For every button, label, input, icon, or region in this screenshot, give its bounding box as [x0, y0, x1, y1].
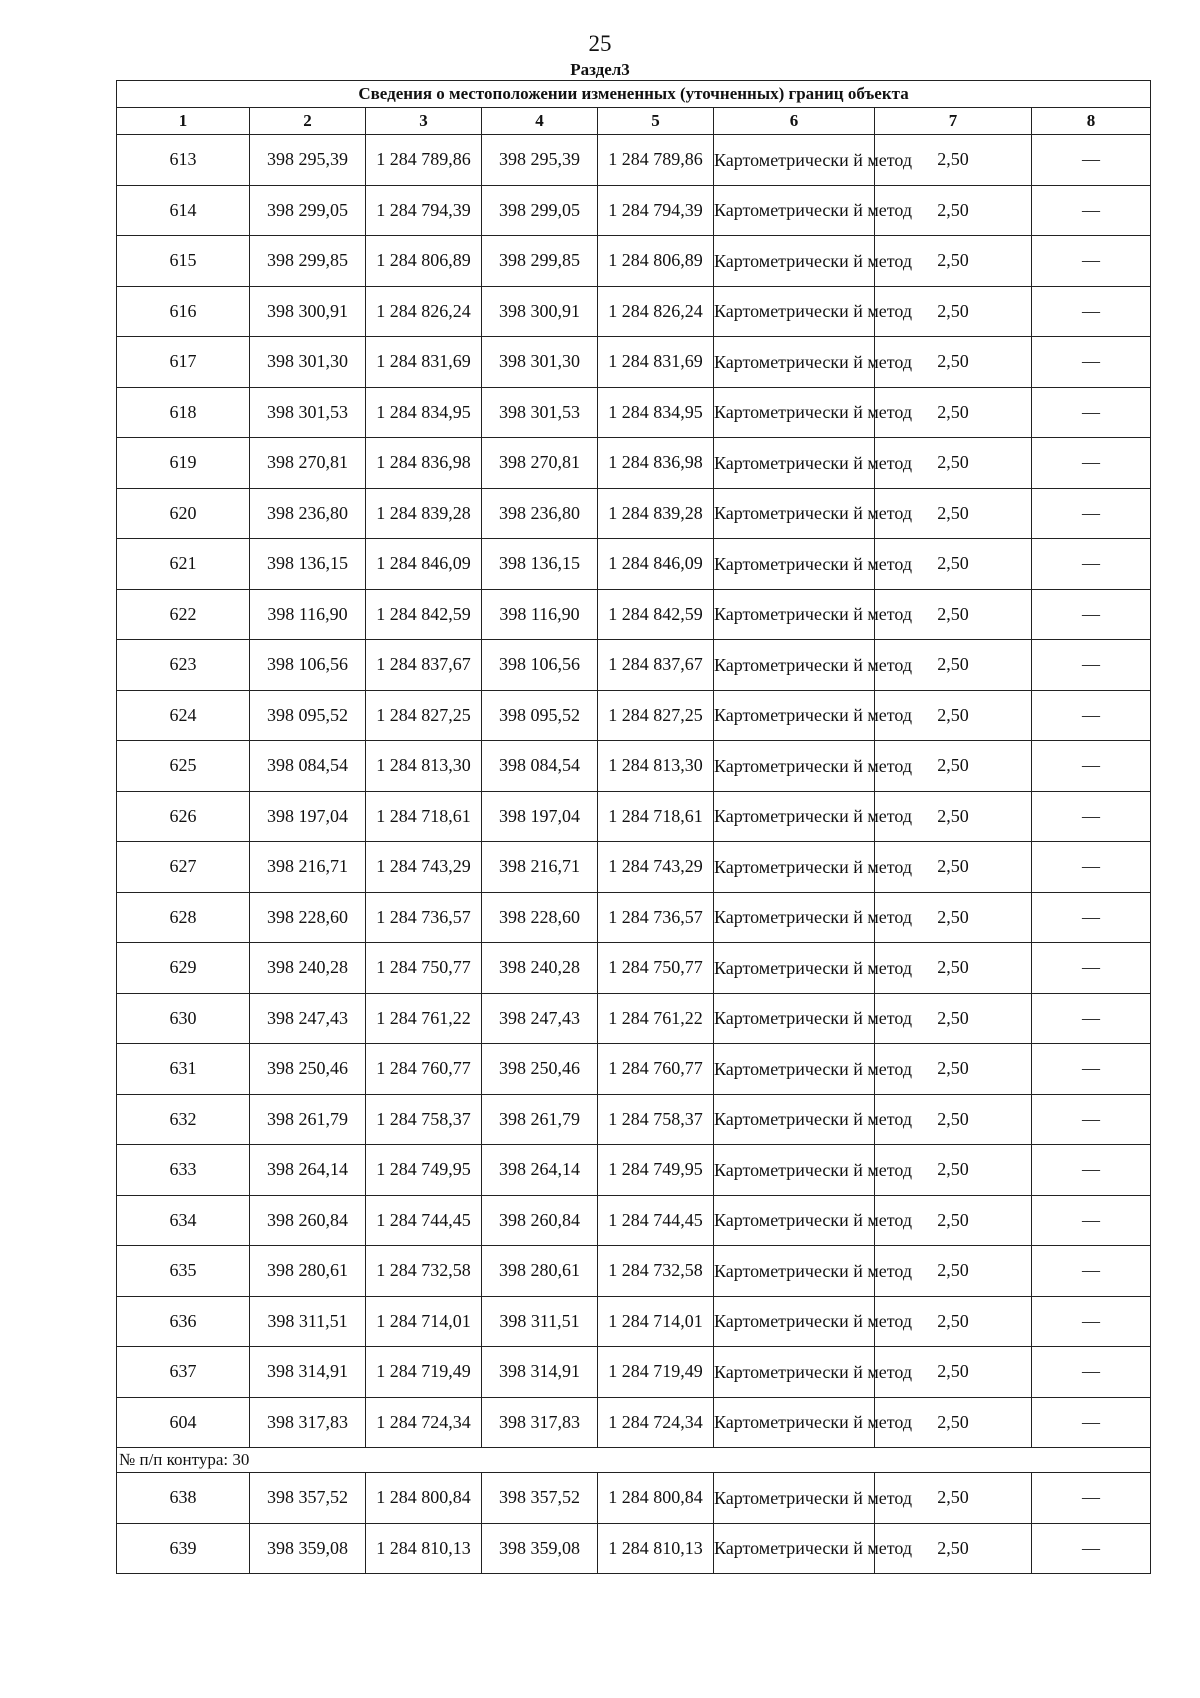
- y-new-cell: 1 284 743,29: [598, 842, 714, 893]
- point-number-cell: 636: [117, 1296, 250, 1347]
- point-number-cell: 623: [117, 640, 250, 691]
- point-number-cell: 620: [117, 488, 250, 539]
- column-number: 3: [366, 108, 482, 135]
- y-new-cell: 1 284 836,98: [598, 438, 714, 489]
- x-old-cell: 398 317,83: [250, 1397, 366, 1448]
- method-cell: Картометрически й метод: [714, 640, 875, 691]
- precision-cell: 2,50: [875, 185, 1032, 236]
- x-old-cell: 398 095,52: [250, 690, 366, 741]
- empty-cell: —: [1032, 1246, 1151, 1297]
- point-number-cell: 618: [117, 387, 250, 438]
- table-row: [117, 1473, 1151, 1524]
- y-old-cell: 1 284 750,77: [366, 943, 482, 994]
- y-old-cell: 1 284 810,13: [366, 1523, 482, 1574]
- method-cell: Картометрически й метод: [714, 337, 875, 388]
- table-row: [117, 892, 1151, 943]
- method-cell: Картометрически й метод: [714, 741, 875, 792]
- x-old-cell: 398 299,85: [250, 236, 366, 287]
- x-old-cell: 398 359,08: [250, 1523, 366, 1574]
- y-new-cell: 1 284 794,39: [598, 185, 714, 236]
- y-new-cell: 1 284 810,13: [598, 1523, 714, 1574]
- empty-cell: —: [1032, 1347, 1151, 1398]
- x-new-cell: 398 216,71: [482, 842, 598, 893]
- y-old-cell: 1 284 826,24: [366, 286, 482, 337]
- empty-cell: —: [1032, 741, 1151, 792]
- x-old-cell: 398 301,53: [250, 387, 366, 438]
- precision-cell: 2,50: [875, 1246, 1032, 1297]
- table-row: [117, 236, 1151, 287]
- x-old-cell: 398 299,05: [250, 185, 366, 236]
- point-number-cell: 631: [117, 1044, 250, 1095]
- y-old-cell: 1 284 749,95: [366, 1145, 482, 1196]
- method-cell: Картометрически й метод: [714, 1523, 875, 1574]
- x-new-cell: 398 317,83: [482, 1397, 598, 1448]
- table-row: [117, 135, 1151, 186]
- x-new-cell: 398 095,52: [482, 690, 598, 741]
- point-number-cell: 637: [117, 1347, 250, 1398]
- x-old-cell: 398 216,71: [250, 842, 366, 893]
- x-old-cell: 398 264,14: [250, 1145, 366, 1196]
- column-number: 5: [598, 108, 714, 135]
- table-row: [117, 1195, 1151, 1246]
- empty-cell: —: [1032, 1296, 1151, 1347]
- x-new-cell: 398 301,30: [482, 337, 598, 388]
- point-number-cell: 629: [117, 943, 250, 994]
- y-old-cell: 1 284 837,67: [366, 640, 482, 691]
- empty-cell: —: [1032, 236, 1151, 287]
- point-number-cell: 633: [117, 1145, 250, 1196]
- empty-cell: —: [1032, 1195, 1151, 1246]
- y-old-cell: 1 284 718,61: [366, 791, 482, 842]
- empty-cell: —: [1032, 1145, 1151, 1196]
- method-cell: Картометрически й метод: [714, 1044, 875, 1095]
- x-old-cell: 398 295,39: [250, 135, 366, 186]
- x-old-cell: 398 236,80: [250, 488, 366, 539]
- point-number-cell: 632: [117, 1094, 250, 1145]
- x-old-cell: 398 261,79: [250, 1094, 366, 1145]
- point-number-cell: 617: [117, 337, 250, 388]
- y-old-cell: 1 284 760,77: [366, 1044, 482, 1095]
- column-number: 7: [875, 108, 1032, 135]
- table-row: [117, 1296, 1151, 1347]
- y-old-cell: 1 284 831,69: [366, 337, 482, 388]
- precision-cell: 2,50: [875, 337, 1032, 388]
- point-number-cell: 613: [117, 135, 250, 186]
- y-old-cell: 1 284 743,29: [366, 842, 482, 893]
- x-old-cell: 398 300,91: [250, 286, 366, 337]
- table-row: [117, 1145, 1151, 1196]
- table-row: [117, 690, 1151, 741]
- empty-cell: —: [1032, 286, 1151, 337]
- point-number-cell: 619: [117, 438, 250, 489]
- x-new-cell: 398 314,91: [482, 1347, 598, 1398]
- page-number: 25: [588, 31, 612, 56]
- x-new-cell: 398 301,53: [482, 387, 598, 438]
- y-old-cell: 1 284 834,95: [366, 387, 482, 438]
- precision-cell: 2,50: [875, 387, 1032, 438]
- y-old-cell: 1 284 800,84: [366, 1473, 482, 1524]
- method-cell: Картометрически й метод: [714, 1296, 875, 1347]
- empty-cell: —: [1032, 640, 1151, 691]
- y-old-cell: 1 284 744,45: [366, 1195, 482, 1246]
- empty-cell: —: [1032, 690, 1151, 741]
- empty-cell: —: [1032, 943, 1151, 994]
- precision-cell: 2,50: [875, 1473, 1032, 1524]
- precision-cell: 2,50: [875, 1397, 1032, 1448]
- y-old-cell: 1 284 813,30: [366, 741, 482, 792]
- x-old-cell: 398 116,90: [250, 589, 366, 640]
- x-new-cell: 398 240,28: [482, 943, 598, 994]
- y-new-cell: 1 284 806,89: [598, 236, 714, 287]
- column-number: 2: [250, 108, 366, 135]
- precision-cell: 2,50: [875, 589, 1032, 640]
- x-old-cell: 398 197,04: [250, 791, 366, 842]
- x-old-cell: 398 314,91: [250, 1347, 366, 1398]
- table-caption: Сведения о местоположении измененных (уточненных) границ объекта: [117, 81, 1151, 108]
- empty-cell: —: [1032, 842, 1151, 893]
- method-cell: Картометрически й метод: [714, 943, 875, 994]
- x-new-cell: 398 359,08: [482, 1523, 598, 1574]
- table-row: [117, 1044, 1151, 1095]
- x-old-cell: 398 270,81: [250, 438, 366, 489]
- x-old-cell: 398 250,46: [250, 1044, 366, 1095]
- x-new-cell: 398 357,52: [482, 1473, 598, 1524]
- precision-cell: 2,50: [875, 892, 1032, 943]
- x-old-cell: 398 260,84: [250, 1195, 366, 1246]
- precision-cell: 2,50: [875, 286, 1032, 337]
- section-title: Раздел3: [570, 60, 630, 79]
- y-new-cell: 1 284 813,30: [598, 741, 714, 792]
- y-old-cell: 1 284 736,57: [366, 892, 482, 943]
- point-number-cell: 627: [117, 842, 250, 893]
- table-row: [117, 993, 1151, 1044]
- point-number-cell: 628: [117, 892, 250, 943]
- x-new-cell: 398 247,43: [482, 993, 598, 1044]
- x-old-cell: 398 280,61: [250, 1246, 366, 1297]
- precision-cell: 2,50: [875, 1145, 1032, 1196]
- y-new-cell: 1 284 718,61: [598, 791, 714, 842]
- y-old-cell: 1 284 806,89: [366, 236, 482, 287]
- x-new-cell: 398 260,84: [482, 1195, 598, 1246]
- method-cell: Картометрически й метод: [714, 1195, 875, 1246]
- precision-cell: 2,50: [875, 1195, 1032, 1246]
- empty-cell: —: [1032, 438, 1151, 489]
- empty-cell: —: [1032, 993, 1151, 1044]
- table-row: [117, 842, 1151, 893]
- method-cell: Картометрически й метод: [714, 690, 875, 741]
- method-cell: Картометрически й метод: [714, 892, 875, 943]
- y-old-cell: 1 284 789,86: [366, 135, 482, 186]
- precision-cell: 2,50: [875, 1296, 1032, 1347]
- x-new-cell: 398 264,14: [482, 1145, 598, 1196]
- y-new-cell: 1 284 760,77: [598, 1044, 714, 1095]
- point-number-cell: 604: [117, 1397, 250, 1448]
- method-cell: Картометрически й метод: [714, 438, 875, 489]
- x-new-cell: 398 280,61: [482, 1246, 598, 1297]
- point-number-cell: 634: [117, 1195, 250, 1246]
- table-row: [117, 589, 1151, 640]
- y-new-cell: 1 284 831,69: [598, 337, 714, 388]
- contour-section: [117, 1448, 1151, 1473]
- method-cell: Картометрически й метод: [714, 387, 875, 438]
- y-new-cell: 1 284 749,95: [598, 1145, 714, 1196]
- precision-cell: 2,50: [875, 488, 1032, 539]
- method-cell: Картометрически й метод: [714, 1473, 875, 1524]
- table-body-contour: [117, 1473, 1151, 1574]
- empty-cell: —: [1032, 539, 1151, 590]
- y-new-cell: 1 284 837,67: [598, 640, 714, 691]
- y-new-cell: 1 284 736,57: [598, 892, 714, 943]
- x-new-cell: 398 300,91: [482, 286, 598, 337]
- x-old-cell: 398 106,56: [250, 640, 366, 691]
- precision-cell: 2,50: [875, 993, 1032, 1044]
- precision-cell: 2,50: [875, 1347, 1032, 1398]
- method-cell: Картометрически й метод: [714, 791, 875, 842]
- method-cell: Картометрически й метод: [714, 488, 875, 539]
- x-new-cell: 398 270,81: [482, 438, 598, 489]
- x-old-cell: 398 247,43: [250, 993, 366, 1044]
- y-new-cell: 1 284 800,84: [598, 1473, 714, 1524]
- empty-cell: —: [1032, 135, 1151, 186]
- y-old-cell: 1 284 758,37: [366, 1094, 482, 1145]
- method-cell: Картометрически й метод: [714, 1347, 875, 1398]
- x-new-cell: 398 084,54: [482, 741, 598, 792]
- y-old-cell: 1 284 794,39: [366, 185, 482, 236]
- x-new-cell: 398 236,80: [482, 488, 598, 539]
- y-old-cell: 1 284 842,59: [366, 589, 482, 640]
- precision-cell: 2,50: [875, 1044, 1032, 1095]
- y-new-cell: 1 284 724,34: [598, 1397, 714, 1448]
- y-new-cell: 1 284 842,59: [598, 589, 714, 640]
- y-new-cell: 1 284 714,01: [598, 1296, 714, 1347]
- precision-cell: 2,50: [875, 539, 1032, 590]
- table-row: [117, 387, 1151, 438]
- method-cell: Картометрически й метод: [714, 286, 875, 337]
- method-cell: Картометрически й метод: [714, 135, 875, 186]
- point-number-cell: 624: [117, 690, 250, 741]
- table-body-main: [117, 135, 1151, 1448]
- y-new-cell: 1 284 761,22: [598, 993, 714, 1044]
- y-old-cell: 1 284 719,49: [366, 1347, 482, 1398]
- empty-cell: —: [1032, 488, 1151, 539]
- table-row: [117, 943, 1151, 994]
- x-new-cell: 398 261,79: [482, 1094, 598, 1145]
- method-cell: Картометрически й метод: [714, 1094, 875, 1145]
- table-row: [117, 1523, 1151, 1574]
- x-new-cell: 398 197,04: [482, 791, 598, 842]
- y-old-cell: 1 284 761,22: [366, 993, 482, 1044]
- column-number: 6: [714, 108, 875, 135]
- empty-cell: —: [1032, 1094, 1151, 1145]
- y-old-cell: 1 284 836,98: [366, 438, 482, 489]
- precision-cell: 2,50: [875, 1523, 1032, 1574]
- x-old-cell: 398 311,51: [250, 1296, 366, 1347]
- precision-cell: 2,50: [875, 236, 1032, 287]
- y-old-cell: 1 284 732,58: [366, 1246, 482, 1297]
- y-new-cell: 1 284 789,86: [598, 135, 714, 186]
- x-new-cell: 398 116,90: [482, 589, 598, 640]
- x-new-cell: 398 228,60: [482, 892, 598, 943]
- table-row: [117, 1094, 1151, 1145]
- table-row: [117, 1397, 1151, 1448]
- y-old-cell: 1 284 714,01: [366, 1296, 482, 1347]
- point-number-cell: 639: [117, 1523, 250, 1574]
- y-old-cell: 1 284 724,34: [366, 1397, 482, 1448]
- point-number-cell: 615: [117, 236, 250, 287]
- table-row: [117, 286, 1151, 337]
- point-number-cell: 626: [117, 791, 250, 842]
- method-cell: Картометрически й метод: [714, 1145, 875, 1196]
- point-number-cell: 621: [117, 539, 250, 590]
- table-row: [117, 791, 1151, 842]
- table-row: [117, 438, 1151, 489]
- point-number-cell: 625: [117, 741, 250, 792]
- table-row: [117, 488, 1151, 539]
- table-row: [117, 1246, 1151, 1297]
- empty-cell: —: [1032, 337, 1151, 388]
- y-new-cell: 1 284 719,49: [598, 1347, 714, 1398]
- precision-cell: 2,50: [875, 842, 1032, 893]
- x-new-cell: 398 106,56: [482, 640, 598, 691]
- x-new-cell: 398 299,05: [482, 185, 598, 236]
- table-row: [117, 640, 1151, 691]
- precision-cell: 2,50: [875, 943, 1032, 994]
- point-number-cell: 614: [117, 185, 250, 236]
- point-number-cell: 638: [117, 1473, 250, 1524]
- method-cell: Картометрически й метод: [714, 539, 875, 590]
- method-cell: Картометрически й метод: [714, 185, 875, 236]
- x-old-cell: 398 228,60: [250, 892, 366, 943]
- y-old-cell: 1 284 839,28: [366, 488, 482, 539]
- empty-cell: —: [1032, 589, 1151, 640]
- y-new-cell: 1 284 758,37: [598, 1094, 714, 1145]
- table-row: [117, 337, 1151, 388]
- column-number-row: [117, 108, 1151, 135]
- contour-label: № п/п контура: 30: [117, 1448, 1151, 1473]
- column-number: 4: [482, 108, 598, 135]
- empty-cell: —: [1032, 1523, 1151, 1574]
- y-old-cell: 1 284 846,09: [366, 539, 482, 590]
- x-old-cell: 398 240,28: [250, 943, 366, 994]
- table-row: [117, 539, 1151, 590]
- precision-cell: 2,50: [875, 690, 1032, 741]
- point-number-cell: 622: [117, 589, 250, 640]
- empty-cell: —: [1032, 892, 1151, 943]
- x-old-cell: 398 136,15: [250, 539, 366, 590]
- y-new-cell: 1 284 744,45: [598, 1195, 714, 1246]
- column-number: 8: [1032, 108, 1151, 135]
- table-row: [117, 1347, 1151, 1398]
- method-cell: Картометрически й метод: [714, 993, 875, 1044]
- precision-cell: 2,50: [875, 791, 1032, 842]
- precision-cell: 2,50: [875, 438, 1032, 489]
- x-new-cell: 398 299,85: [482, 236, 598, 287]
- y-old-cell: 1 284 827,25: [366, 690, 482, 741]
- precision-cell: 2,50: [875, 1094, 1032, 1145]
- y-new-cell: 1 284 834,95: [598, 387, 714, 438]
- y-new-cell: 1 284 732,58: [598, 1246, 714, 1297]
- point-number-cell: 630: [117, 993, 250, 1044]
- method-cell: Картометрически й метод: [714, 589, 875, 640]
- empty-cell: —: [1032, 185, 1151, 236]
- x-old-cell: 398 301,30: [250, 337, 366, 388]
- precision-cell: 2,50: [875, 741, 1032, 792]
- x-new-cell: 398 250,46: [482, 1044, 598, 1095]
- precision-cell: 2,50: [875, 135, 1032, 186]
- empty-cell: —: [1032, 387, 1151, 438]
- y-new-cell: 1 284 826,24: [598, 286, 714, 337]
- y-new-cell: 1 284 750,77: [598, 943, 714, 994]
- column-number: 1: [117, 108, 250, 135]
- empty-cell: —: [1032, 791, 1151, 842]
- empty-cell: —: [1032, 1473, 1151, 1524]
- x-old-cell: 398 357,52: [250, 1473, 366, 1524]
- y-new-cell: 1 284 827,25: [598, 690, 714, 741]
- method-cell: Картометрически й метод: [714, 1246, 875, 1297]
- empty-cell: —: [1032, 1044, 1151, 1095]
- x-old-cell: 398 084,54: [250, 741, 366, 792]
- method-cell: Картометрически й метод: [714, 236, 875, 287]
- x-new-cell: 398 311,51: [482, 1296, 598, 1347]
- boundary-coordinates-table: [116, 80, 1151, 1574]
- table-row: [117, 185, 1151, 236]
- y-new-cell: 1 284 839,28: [598, 488, 714, 539]
- x-new-cell: 398 295,39: [482, 135, 598, 186]
- empty-cell: —: [1032, 1397, 1151, 1448]
- point-number-cell: 616: [117, 286, 250, 337]
- precision-cell: 2,50: [875, 640, 1032, 691]
- method-cell: Картометрически й метод: [714, 842, 875, 893]
- y-new-cell: 1 284 846,09: [598, 539, 714, 590]
- x-new-cell: 398 136,15: [482, 539, 598, 590]
- point-number-cell: 635: [117, 1246, 250, 1297]
- table-row: [117, 741, 1151, 792]
- method-cell: Картометрически й метод: [714, 1397, 875, 1448]
